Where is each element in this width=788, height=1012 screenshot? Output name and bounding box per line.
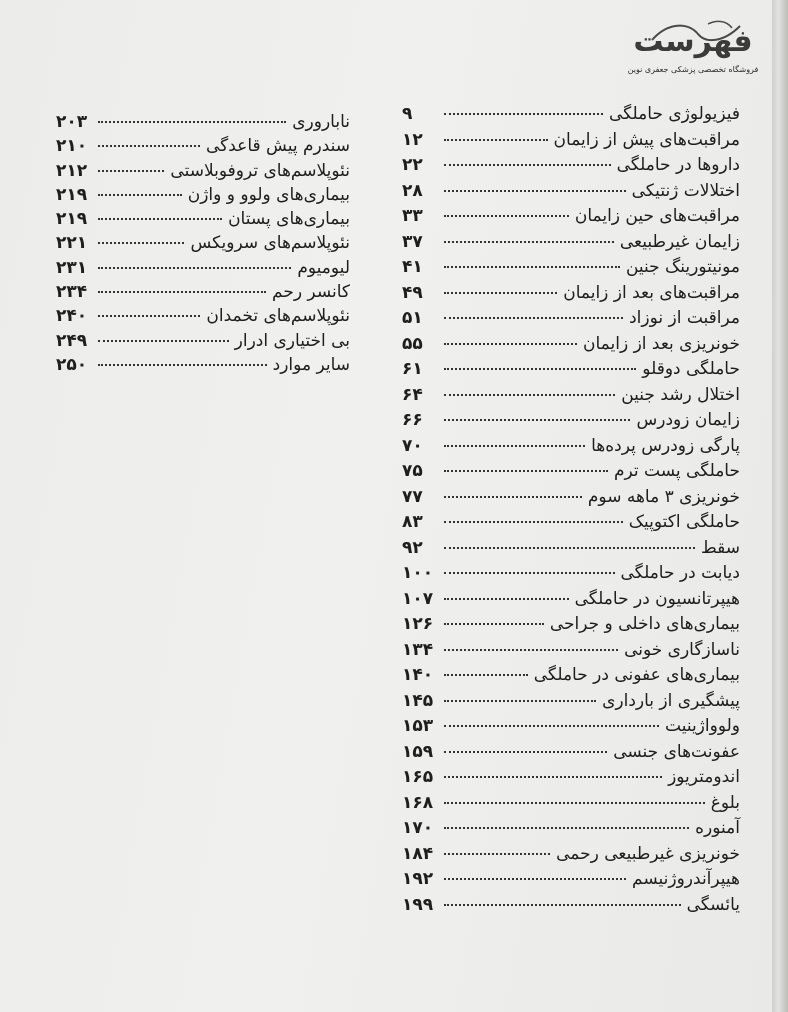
toc-entry-page-number: ۷۵ [402, 461, 423, 481]
toc-entry [402, 691, 740, 717]
toc-entry-title: عفونت‌های جنسی [613, 741, 740, 762]
toc-dot-leader [98, 170, 164, 172]
toc-entry-title: سقط [701, 537, 740, 558]
toc-dot-leader [444, 419, 630, 421]
toc-entry-title: اندومتریوز [668, 767, 740, 787]
toc-entry-page-number: ۹ [402, 104, 413, 124]
toc-dot-leader [98, 340, 229, 342]
toc-entry-title: یائسگی [686, 894, 740, 915]
toc-dot-leader [444, 445, 585, 447]
toc-entry-title: حاملگی اکتوپیک [628, 512, 740, 532]
toc-entry [402, 308, 740, 334]
toc-entry-page-number: ۱۰۰ [402, 563, 434, 583]
toc-dot-leader [444, 776, 662, 778]
toc-entry-page-number: ۶۴ [402, 384, 423, 405]
toc-entry-title: اختلالات ژنتیکی [631, 180, 740, 201]
toc-entry [402, 206, 740, 232]
toc-dot-leader [444, 521, 623, 523]
toc-entry [402, 869, 740, 895]
toc-entry [56, 258, 350, 282]
toc-entry-page-number: ۷۰ [402, 435, 423, 456]
toc-dot-leader [444, 547, 695, 549]
toc-dot-leader [98, 121, 286, 123]
toc-dot-leader [444, 853, 550, 855]
toc-entry-title: لیومیوم [297, 257, 350, 278]
toc-entry-page-number: ۵۱ [402, 308, 423, 328]
toc-entry [402, 818, 740, 844]
toc-entry-page-number: ۲۱۰ [56, 136, 88, 157]
toc-entry-title: داروها در حاملگی [616, 155, 740, 175]
toc-entry-page-number: ۲۲۱ [56, 233, 88, 254]
toc-entry [402, 334, 740, 360]
toc-dot-leader [444, 343, 577, 345]
toc-entry-title: دیابت در حاملگی [620, 563, 740, 583]
toc-entry-title: بیماری‌های پستان [228, 209, 350, 230]
toc-entry-title: هیپرآندروژنیسم [632, 869, 740, 889]
toc-dot-leader [98, 291, 266, 293]
toc-entry [402, 155, 740, 181]
toc-entry-page-number: ۱۵۹ [402, 741, 434, 762]
toc-column-right [402, 104, 740, 920]
toc-entry-page-number: ۱۸۴ [402, 843, 434, 864]
toc-entry-page-number: ۱۳۴ [402, 639, 434, 660]
watermark-subtitle: فروشگاه تخصصی پزشکی جعفری نوین [627, 65, 759, 74]
toc-dot-leader [444, 139, 548, 141]
toc-entry-title: زایمان غیرطبیعی [619, 231, 740, 252]
toc-entry-page-number: ۱۲ [402, 129, 423, 150]
toc-entry-page-number: ۲۱۲ [56, 160, 88, 181]
toc-dot-leader [444, 496, 582, 498]
toc-entry [402, 538, 740, 564]
toc-entry-title: بیماری‌های داخلی و جراحی [549, 614, 740, 634]
toc-entry-page-number: ۶۶ [402, 410, 423, 430]
toc-dot-leader [444, 113, 603, 115]
toc-entry-title: سندرم پیش قاعدگی [205, 136, 350, 157]
toc-dot-leader [444, 751, 607, 753]
toc-entry [402, 665, 740, 691]
toc-entry-title: زایمان زودرس [636, 410, 740, 430]
toc-entry [402, 181, 740, 207]
toc-dot-leader [444, 904, 681, 906]
toc-entry [402, 257, 740, 283]
toc-entry [402, 793, 740, 819]
toc-entry-title: آمنوره [695, 818, 740, 838]
toc-entry-title: کانسر رحم [272, 282, 350, 303]
toc-entry-page-number: ۴۱ [402, 257, 423, 277]
toc-entry-page-number: ۴۹ [402, 282, 423, 303]
toc-entry [56, 306, 350, 330]
toc-entry [402, 436, 740, 462]
toc-entry [56, 355, 350, 379]
toc-entry [402, 589, 740, 615]
toc-entry-page-number: ۶۱ [402, 359, 423, 379]
page-edge-shadow [772, 0, 788, 1012]
toc-entry-page-number: ۱۴۵ [402, 690, 434, 711]
toc-dot-leader [444, 802, 705, 804]
toc-entry-title: نئوپلاسم‌های تروفوبلاستی [170, 160, 350, 181]
toc-entry-page-number: ۲۵۰ [56, 354, 88, 375]
toc-entry-page-number: ۲۸ [402, 180, 423, 201]
toc-entry [402, 716, 740, 742]
toc-entry-title: نئوپلاسم‌های تخمدان [206, 306, 350, 327]
toc-entry-title: مونیتورینگ جنین [625, 257, 740, 277]
toc-entry-page-number: ۹۲ [402, 537, 423, 558]
toc-entry-page-number: ۷۷ [402, 486, 423, 507]
toc-dot-leader [98, 315, 200, 317]
toc-entry [402, 767, 740, 793]
toc-entry [402, 359, 740, 385]
toc-entry-page-number: ۵۵ [402, 333, 423, 354]
toc-entry-page-number: ۲۲ [402, 155, 423, 175]
toc-entry-title: پارگی زودرس پرده‌ها [591, 435, 740, 456]
toc-entry [56, 112, 350, 136]
toc-dot-leader [444, 700, 596, 702]
toc-entry [402, 640, 740, 666]
toc-entry-page-number: ۱۲۶ [402, 614, 434, 634]
toc-dot-leader [444, 725, 659, 727]
toc-entry-title: خونریزی ۳ ماهه سوم [587, 486, 740, 507]
toc-entry [56, 331, 350, 355]
toc-entry-title: مراقبت‌های حین زایمان [574, 206, 740, 226]
toc-dot-leader [98, 218, 222, 220]
toc-entry [402, 130, 740, 156]
toc-entry [402, 563, 740, 589]
toc-dot-leader [444, 368, 636, 370]
toc-entry-page-number: ۱۴۰ [402, 665, 434, 685]
toc-entry [402, 283, 740, 309]
toc-dot-leader [444, 572, 615, 574]
toc-entry-title: ولوواژینیت [665, 716, 740, 736]
toc-entry-title: نئوپلاسم‌های سرویکس [190, 233, 350, 254]
toc-entry-title: بلوغ [710, 792, 740, 813]
toc-column-left [56, 112, 350, 379]
toc-entry-title: بیماری‌های عفونی در حاملگی [533, 665, 740, 685]
toc-entry-title: پیشگیری از بارداری [602, 690, 740, 711]
toc-entry [402, 895, 740, 921]
toc-entry-page-number: ۱۶۵ [402, 767, 434, 787]
toc-entry [402, 742, 740, 768]
toc-entry [402, 614, 740, 640]
toc-dot-leader [444, 241, 614, 243]
toc-entry [402, 410, 740, 436]
toc-dot-leader [444, 878, 626, 880]
toc-entry-title: بی اختیاری ادرار [234, 330, 350, 351]
toc-entry-title: مراقبت‌های بعد از زایمان [563, 282, 740, 303]
toc-entry-title: حاملگی پست ترم [613, 461, 740, 481]
toc-entry-title: مراقبت از نوزاد [629, 308, 740, 328]
toc-entry-page-number: ۲۳۱ [56, 257, 88, 278]
toc-entry-page-number: ۳۷ [402, 231, 423, 252]
toc-dot-leader [444, 164, 611, 166]
toc-dot-leader [444, 394, 615, 396]
toc-entry [402, 385, 740, 411]
toc-entry [402, 232, 740, 258]
toc-entry [56, 185, 350, 209]
toc-dot-leader [444, 470, 608, 472]
watermark-title: فهرست [633, 24, 753, 59]
toc-entry-page-number: ۱۹۹ [402, 894, 434, 915]
toc-entry-page-number: ۱۹۲ [402, 869, 434, 889]
toc-dot-leader [444, 674, 528, 676]
toc-entry [402, 461, 740, 487]
toc-entry [56, 209, 350, 233]
toc-dot-leader [98, 364, 267, 366]
toc-entry-page-number: ۱۵۳ [402, 716, 434, 736]
toc-entry-title: حاملگی دوقلو [642, 359, 740, 379]
toc-entry-page-number: ۸۳ [402, 512, 423, 532]
toc-dot-leader [444, 649, 618, 651]
toc-entry-title: ناسازگاری خونی [624, 639, 740, 660]
toc-dot-leader [444, 292, 557, 294]
toc-entry-title: فیزیولوژی حاملگی [608, 104, 740, 124]
toc-dot-leader [444, 317, 623, 319]
toc-entry [56, 282, 350, 306]
toc-entry-page-number: ۱۰۷ [402, 588, 434, 609]
toc-entry-title: خونریزی بعد از زایمان [583, 333, 740, 354]
toc-dot-leader [444, 623, 544, 625]
toc-dot-leader [444, 266, 620, 268]
toc-entry-title: هیپرتانسیون در حاملگی [574, 588, 740, 609]
toc-entry-title: سایر موارد [272, 354, 350, 375]
logo-swirl-icon [648, 18, 744, 48]
toc-entry-title: اختلال رشد جنین [621, 384, 740, 405]
toc-entry [402, 844, 740, 870]
toc-dot-leader [444, 190, 626, 192]
toc-entry-page-number: ۲۴۰ [56, 306, 88, 327]
toc-dot-leader [444, 215, 569, 217]
store-watermark-logo [618, 22, 768, 94]
toc-entry-page-number: ۲۰۳ [56, 112, 88, 132]
toc-entry [56, 161, 350, 185]
toc-entry [402, 487, 740, 513]
toc-dot-leader [98, 194, 182, 196]
toc-entry-title: خونریزی غیرطبیعی رحمی [556, 843, 740, 864]
toc-dot-leader [98, 145, 200, 147]
toc-entry-page-number: ۲۱۹ [56, 184, 88, 205]
toc-entry [56, 136, 350, 160]
toc-entry-title: ناباروری [292, 112, 350, 132]
toc-entry-page-number: ۳۳ [402, 206, 423, 226]
toc-entry-page-number: ۲۳۴ [56, 282, 88, 303]
toc-entry [402, 512, 740, 538]
toc-entry [56, 233, 350, 257]
toc-entry-page-number: ۱۶۸ [402, 792, 434, 813]
toc-entry-page-number: ۲۴۹ [56, 330, 88, 351]
toc-entry-page-number: ۲۱۹ [56, 209, 88, 230]
toc-dot-leader [98, 242, 184, 244]
toc-dot-leader [444, 827, 689, 829]
toc-dot-leader [98, 267, 291, 269]
toc-dot-leader [444, 598, 569, 600]
toc-entry-page-number: ۱۷۰ [402, 818, 434, 838]
toc-entry [402, 104, 740, 130]
toc-entry-title: بیماری‌های ولوو و واژن [187, 184, 350, 205]
toc-entry-title: مراقبت‌های پیش از زایمان [553, 129, 740, 150]
